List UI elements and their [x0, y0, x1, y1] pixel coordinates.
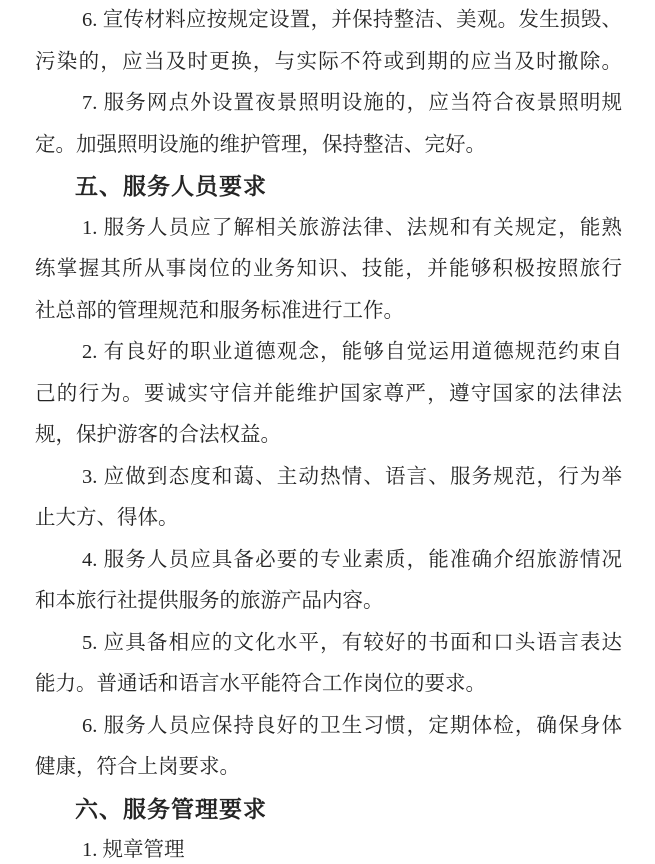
doc-line: 能力。普通话和语言水平能符合工作岗位的要求。 [35, 673, 486, 695]
doc-line: 7. 服务网点外设置夜景照明设施的，应当符合夜景照明规 [82, 92, 622, 114]
doc-line: 己的行为。要诚实守信并能维护国家尊严，遵守国家的法律法 [35, 382, 622, 405]
doc-line: 规，保护游客的合法权益。 [35, 424, 281, 446]
doc-line: 1. 规章管理 [82, 839, 185, 861]
doc-line: 社总部的管理规范和服务标准进行工作。 [35, 299, 404, 322]
doc-line: 练掌握其所从事岗位的业务知识、技能，并能够积极按照旅行 [35, 258, 622, 280]
doc-line: 2. 有良好的职业道德观念，能够自觉运用道德规范约束自 [82, 341, 622, 363]
doc-line: 6. 服务人员应保持良好的卫生习惯，定期体检，确保身体 [82, 714, 622, 737]
doc-line: 健康，符合上岗要求。 [35, 756, 240, 778]
doc-line: 1. 服务人员应了解相关旅游法律、法规和有关规定，能熟 [82, 216, 622, 239]
doc-line: 4. 服务人员应具备必要的专业素质，能准确介绍旅游情况 [82, 548, 622, 571]
doc-line: 6. 宣传材料应按规定设置，并保持整洁、美观。发生损毁、 [82, 9, 622, 31]
doc-line: 定。加强照明设施的维护管理，保持整洁、完好。 [35, 133, 486, 156]
section-heading-service-management: 六、服务管理要求 [75, 795, 267, 822]
doc-line: 止大方、得体。 [35, 507, 179, 529]
doc-line: 污染的，应当及时更换，与实际不符或到期的应当及时撤除。 [35, 50, 622, 73]
doc-line: 和本旅行社提供服务的旅游产品内容。 [35, 590, 384, 612]
section-heading-service-staff: 五、服务人员要求 [75, 173, 267, 199]
doc-line: 5. 应具备相应的文化水平，有较好的书面和口头语言表达 [82, 631, 622, 654]
doc-line: 3. 应做到态度和蔼、主动热情、语言、服务规范，行为举 [82, 465, 622, 488]
